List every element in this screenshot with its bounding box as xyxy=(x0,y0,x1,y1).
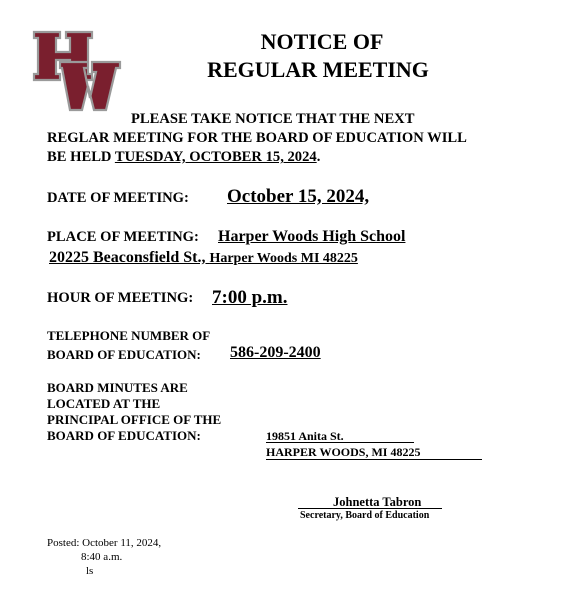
hour-value: 7:00 p.m. xyxy=(212,287,288,308)
notice-line-1: PLEASE TAKE NOTICE THAT THE NEXT xyxy=(131,111,415,127)
minutes-label-2: LOCATED AT THE xyxy=(47,396,161,411)
notice-line-3-prefix: BE HELD xyxy=(47,149,115,165)
posted-line-2: 8:40 a.m. xyxy=(81,551,123,563)
minutes-address-1: 19851 Anita St. xyxy=(266,429,344,443)
title-line-2: REGULAR MEETING xyxy=(207,57,429,82)
address-2-underline xyxy=(266,459,482,460)
posted-line-3: ls xyxy=(86,565,94,577)
signature-line xyxy=(298,508,442,509)
address-1-underline xyxy=(266,442,414,443)
notice-line-3 xyxy=(47,149,320,166)
date-label: DATE OF MEETING: xyxy=(47,190,189,206)
logo-letter-w xyxy=(60,62,120,110)
telephone-label-2: BOARD OF EDUCATION: xyxy=(47,347,201,362)
place-city-a: Harper Woods MI 48225 xyxy=(209,251,358,266)
place-street: 20225 Beaconsfield St., xyxy=(49,249,206,266)
hw-logo xyxy=(30,28,122,114)
minutes-address-2: HARPER WOODS, MI 48225 xyxy=(266,445,421,459)
minutes-label-3: PRINCIPAL OFFICE OF THE xyxy=(47,412,222,427)
date-value: October 15, 2024, xyxy=(227,186,370,207)
notice-line-3-suffix: . xyxy=(316,149,321,165)
telephone-value: 586-209-2400 xyxy=(230,344,321,361)
place-label: PLACE OF MEETING: xyxy=(47,229,199,245)
telephone-label-1: TELEPHONE NUMBER OF xyxy=(47,328,211,343)
posted-line-1: Posted: October 11, 2024, xyxy=(47,537,162,549)
place-value: Harper Woods High School xyxy=(218,228,406,245)
minutes-label-4: BOARD OF EDUCATION: xyxy=(47,428,201,443)
title-line-1: NOTICE OF xyxy=(260,29,384,54)
signature-name: Johnetta Tabron xyxy=(333,495,422,509)
signature-title: Secretary, Board of Education xyxy=(300,510,430,521)
hour-label: HOUR OF MEETING: xyxy=(47,290,194,306)
minutes-label-1: BOARD MINUTES ARE xyxy=(47,380,188,395)
meeting-date-emphasis: TUESDAY, OCTOBER 15, 2024 xyxy=(114,149,317,165)
place-address xyxy=(49,249,358,267)
notice-line-2: REGLAR MEETING FOR THE BOARD OF EDUCATION WILL xyxy=(47,130,467,146)
